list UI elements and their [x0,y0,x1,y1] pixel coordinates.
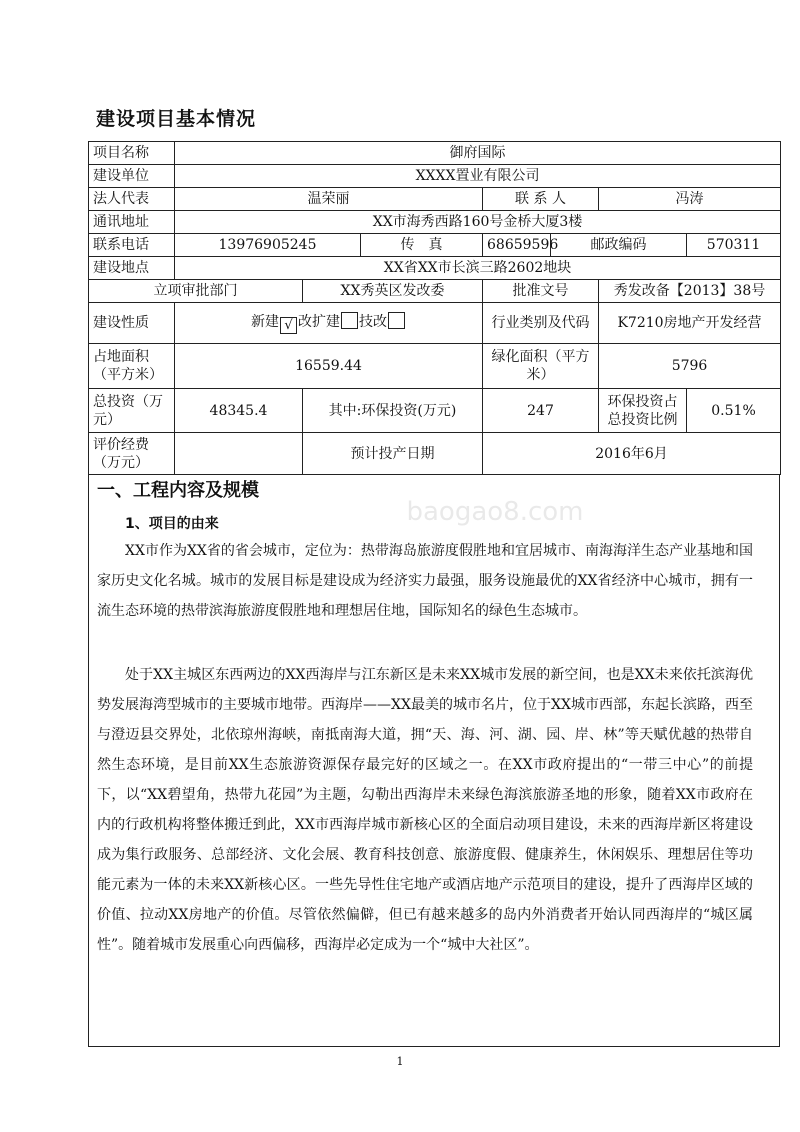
env-ratio-label: 环保投资占总投资比例 [599,389,687,433]
subsection-heading: 1、项目的由来 [125,516,219,532]
nature-label: 建设性质 [89,303,175,344]
location-value: XX省XX市长滨三路2602地块 [175,257,781,280]
area-label: 占地面积（平方米） [89,344,175,389]
row-area [89,344,781,389]
eval-fee-label: 评价经费（万元） [89,433,175,475]
nature-tech-checkbox[interactable] [388,312,405,329]
green-label: 绿化面积（平方米） [483,344,599,389]
approval-dept-value: XX秀英区发改委 [303,280,483,303]
location-label: 建设地点 [89,257,175,280]
nature-expand-label: 改扩建 [298,314,340,330]
legal-rep-value: 温荣丽 [175,188,483,211]
invest-label: 总投资（万元） [89,389,175,433]
nature-tech-label: 技改 [359,314,387,330]
project-info-table [88,141,781,475]
phone-label: 联系电话 [89,234,175,257]
row-eval-fee [89,433,781,475]
green-value: 5796 [599,344,781,389]
content-section [88,474,780,1047]
row-phone [89,234,781,257]
row-nature [89,303,781,344]
area-value: 16559.44 [175,344,483,389]
prod-date-label: 预计投产日期 [303,433,483,475]
env-invest-label: 其中:环保投资(万元) [303,389,483,433]
nature-options [175,303,483,344]
row-location [89,257,781,280]
paragraph-2: 处于XX主城区东西两边的XX西海岸与江东新区是未来XX城市发展的新空间，也是XX未来依托滨海优势发展海湾型城市的主要城市地带。西海岸——XX最美的城市名片，位于XX城市西部，东起长滨路，西至与澄迈县交界处，北依琼州海峡，南抵南海大道，拥“天、海、河、湖、园、岸、林”等天赋优越的热带自然生态环境，是目前XX生态旅游资源保存最完好的区域之一。在XX市政府提出的“一带三中心”的前提下，以“XX碧望角，热带九花园”为主题，勾勒出西海岸未来绿色海滨旅游圣地的形象，随着XX市政府在内的行政机构将整体搬迁到此，XX市西海岸城市新核心区的全面启动项目建设，未来的西海岸新区将建设成为集行政服务、总部经济、文化会展、教育科技创意、旅游度假、健康养生，休闲娱乐、理想居住等功能元素为一体的未来XX新核心区。一些先导性住宅地产或酒店地产示范项目的建设，提升了西海岸区域的价值、拉动XX房地产的价值。尽管依然偏僻，但已有越来越多的岛内外消费者开始认同西海岸的“城区属性”。随着城市发展重心向西偏移，西海岸必定成为一个“城中大社区”。 [97,667,753,953]
row-invest [89,389,781,433]
env-ratio-value: 0.51% [687,389,781,433]
fax-value: 68659596 [483,234,551,257]
document-title: 建设项目基本情况 [96,108,257,130]
address-value: XX市海秀西路160号金桥大厦3楼 [175,211,781,234]
section-heading: 一、工程内容及规模 [97,480,259,501]
eval-fee-value [175,433,303,475]
row-legal-rep [89,188,781,211]
address-label: 通讯地址 [89,211,175,234]
project-name-value: 御府国际 [175,142,781,165]
row-address [89,211,781,234]
contact-label: 联 系 人 [483,188,599,211]
row-project-name [89,142,781,165]
postcode-value: 570311 [687,234,781,257]
industry-label: 行业类别及代码 [483,303,599,344]
approval-doc-value: 秀发改备【2013】38号 [599,280,781,303]
contact-value: 冯涛 [599,188,781,211]
industry-value: K7210房地产开发经营 [599,303,781,344]
paragraph-1: XX市作为XX省的省会城市，定位为：热带海岛旅游度假胜地和宜居城市、南海海洋生态产业基地和国家历史文化名城。城市的发展目标是建设成为经济实力最强，服务设施最优的XX省经济中心城市，拥有一流生态环境的热带滨海旅游度假胜地和理想居住地，国际知名的绿色生态城市。 [97,543,753,619]
row-approval [89,280,781,303]
nature-expand-checkbox[interactable] [341,312,358,329]
project-name-label: 项目名称 [89,142,175,165]
page-number: 1 [396,1055,404,1068]
row-builder [89,165,781,188]
postcode-label: 邮政编码 [551,234,687,257]
builder-label: 建设单位 [89,165,175,188]
approval-dept-label: 立项审批部门 [89,280,303,303]
nature-new-label: 新建 [251,314,279,330]
builder-value: XXXX置业有限公司 [175,165,781,188]
svg-text:baogao8.com: baogao8.com [406,497,584,527]
invest-value: 48345.4 [175,389,303,433]
env-invest-value: 247 [483,389,599,433]
fax-label: 传 真 [361,234,483,257]
prod-date-value: 2016年6月 [483,433,781,475]
phone-value: 13976905245 [175,234,361,257]
approval-doc-label: 批准文号 [483,280,599,303]
nature-new-checkbox[interactable]: √ [280,317,297,334]
legal-rep-label: 法人代表 [89,188,175,211]
